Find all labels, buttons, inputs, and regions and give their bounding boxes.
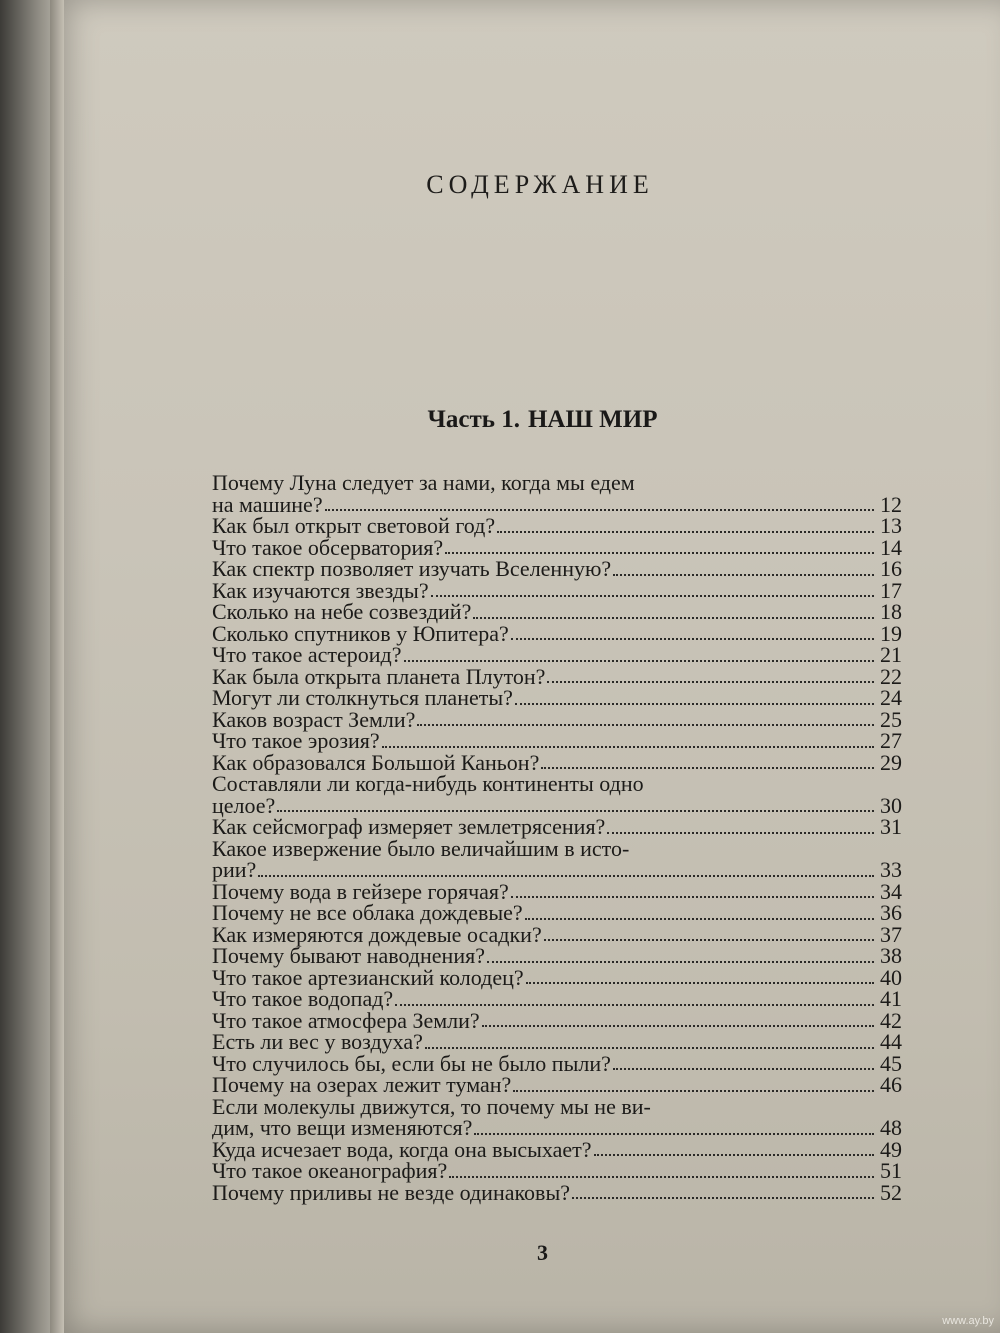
page-number: 3 (537, 1240, 548, 1265)
toc-entry-page: 17 (880, 577, 902, 603)
toc-entry (212, 706, 902, 732)
toc-entry (212, 988, 902, 1010)
toc-entry-page: 46 (880, 1072, 902, 1097)
toc-entry-row (212, 859, 902, 881)
toc-entry-page: 52 (880, 1179, 902, 1205)
dot-leader (541, 767, 874, 769)
toc-entry-page: 31 (880, 814, 902, 839)
toc-entry-title: Как измеряются дождевые осадки? (212, 921, 542, 947)
toc-entry (212, 835, 902, 882)
toc-entry-title-line2: дим, что вещи изменяются? (212, 1115, 473, 1140)
dot-leader (511, 638, 874, 640)
part-label: Часть 1. (427, 406, 520, 433)
toc-entry (212, 816, 902, 838)
toc-entry (212, 773, 902, 816)
toc-entry-title: Есть ли вес у воздуха? (212, 1029, 423, 1054)
toc-entry-title: Как спектр позволяет изучать Вселенную? (212, 556, 612, 581)
toc-entry-page: 51 (880, 1158, 902, 1183)
toc-entry-title: Как изучаются звезды? (212, 577, 429, 603)
toc-entry (212, 1160, 902, 1182)
dot-leader (482, 1025, 874, 1027)
dot-leader (544, 939, 874, 941)
toc-entry-title: Что такое артезианский колодец? (212, 964, 524, 990)
toc-entry (212, 601, 902, 623)
dot-leader (497, 531, 874, 533)
toc-entry-title: Как был открыт световой год? (212, 513, 496, 538)
toc-entry-page: 42 (880, 1007, 902, 1033)
toc-entry (212, 1179, 902, 1205)
toc-entry-page: 22 (880, 663, 902, 689)
toc-entry (212, 921, 902, 947)
dot-leader (594, 1154, 874, 1156)
dot-leader (449, 1176, 874, 1178)
dot-leader (258, 875, 874, 877)
toc-entry (212, 964, 902, 990)
toc-entry-page: 21 (880, 642, 902, 667)
toc-entry (212, 577, 902, 603)
toc-entry-title-line1: Если молекулы движутся, то почему мы не ви- (212, 1093, 651, 1119)
toc-entry-page: 25 (880, 706, 902, 732)
dot-leader (425, 1047, 874, 1049)
contents-title: СОДЕРЖАНИЕ (426, 170, 654, 199)
toc-entry-page: 49 (880, 1136, 902, 1162)
dot-leader (395, 1004, 874, 1006)
toc-entry (212, 1007, 902, 1033)
dot-leader (445, 552, 874, 554)
toc-entry-page: 34 (880, 878, 902, 904)
toc-entry-title: Что случилось бы, если бы не было пыли? (212, 1050, 611, 1076)
dot-leader (487, 961, 874, 963)
dot-leader (613, 1068, 874, 1070)
toc-entry-page: 48 (880, 1115, 902, 1140)
toc-entry (212, 1093, 902, 1140)
toc-entry-row (212, 491, 902, 517)
toc-entry-title: Куда исчезает вода, когда она высыхает? (212, 1136, 592, 1162)
toc-entry-title: Каков возраст Земли? (212, 706, 416, 732)
dot-leader (404, 660, 874, 662)
dot-leader (277, 810, 874, 812)
dot-leader (473, 617, 874, 619)
toc-entry-title: Почему вода в гейзере горячая? (212, 878, 509, 904)
toc-entry-title-line1: Составляли ли когда-нибудь континенты одно (212, 771, 644, 796)
toc-entry-page: 38 (880, 943, 902, 968)
toc-entry (212, 1136, 902, 1162)
dot-leader (526, 982, 874, 984)
table-of-contents (212, 472, 902, 1203)
toc-entry (212, 1074, 902, 1096)
toc-entry-page: 33 (880, 857, 902, 882)
toc-entry-title: Как образовался Большой Каньон? (212, 749, 540, 775)
toc-entry-title: Что такое астероид? (212, 642, 402, 667)
toc-entry (212, 945, 902, 967)
dot-leader (572, 1197, 874, 1199)
watermark: www.ay.by (942, 1315, 994, 1327)
toc-entry-title: Как была открыта планета Плутон? (212, 663, 546, 689)
toc-entry-page: 44 (880, 1029, 902, 1054)
toc-entry-page: 19 (880, 620, 902, 646)
toc-entry-page: 41 (880, 986, 902, 1011)
toc-entry (212, 1031, 902, 1053)
toc-entry-page: 36 (880, 900, 902, 925)
toc-entry (212, 749, 902, 775)
toc-entry-title: Сколько спутников у Юпитера? (212, 620, 509, 646)
toc-entry-title: Почему бывают наводнения? (212, 943, 485, 968)
toc-entry-page: 27 (880, 728, 902, 753)
dot-leader (613, 574, 874, 576)
part-name: НАШ МИР (527, 406, 658, 433)
toc-entry-title: Почему не все облака дождевые? (212, 900, 523, 925)
toc-entry-title-line1: Почему Луна следует за нами, когда мы едем (212, 470, 635, 495)
toc-entry-title-line2: рии? (212, 857, 257, 882)
dot-leader (547, 681, 874, 683)
toc-entry (212, 644, 902, 666)
toc-entry-page: 18 (880, 599, 902, 624)
toc-entry (212, 878, 902, 904)
toc-entry (212, 687, 902, 709)
dot-leader (417, 724, 874, 726)
dot-leader (431, 595, 874, 597)
toc-entry-page: 14 (880, 534, 902, 560)
dot-leader (325, 509, 874, 511)
dot-leader (474, 1133, 874, 1135)
toc-entry-title-line2: на машине? (212, 491, 323, 517)
toc-entry (212, 515, 902, 537)
dot-leader (515, 703, 874, 705)
toc-entry (212, 558, 902, 580)
toc-entry-title: Могут ли столкнуться планеты? (212, 685, 513, 710)
dot-leader (607, 832, 874, 834)
toc-entry-page: 37 (880, 921, 902, 947)
toc-entry-page: 13 (880, 513, 902, 538)
toc-entry-title: Что такое атмосфера Земли? (212, 1007, 480, 1033)
toc-entry (212, 730, 902, 752)
toc-entry (212, 1050, 902, 1076)
toc-entry-title: Сколько на небе созвездий? (212, 599, 472, 624)
toc-entry-title: Что такое эрозия? (212, 728, 380, 753)
toc-entry-row (212, 1117, 902, 1139)
toc-entry-page: 16 (880, 556, 902, 581)
toc-entry (212, 902, 902, 924)
toc-entry-page: 24 (880, 685, 902, 710)
toc-entry-row (212, 792, 902, 818)
toc-entry-title: Почему приливы не везде одинаковы? (212, 1179, 570, 1205)
toc-entry-title: Почему на озерах лежит туман? (212, 1072, 512, 1097)
toc-entry-title: Как сейсмограф измеряет землетрясения? (212, 814, 606, 839)
dot-leader (382, 746, 874, 748)
dot-leader (513, 1090, 874, 1092)
toc-entry-page: 40 (880, 964, 902, 990)
toc-entry-title: Что такое океанография? (212, 1158, 448, 1183)
toc-entry-title: Что такое водопад? (212, 986, 394, 1011)
toc-entry (212, 663, 902, 689)
toc-entry-page: 12 (880, 491, 902, 517)
toc-entry-title: Что такое обсерватория? (212, 534, 444, 560)
dot-leader (511, 896, 874, 898)
part-heading (0, 406, 1000, 434)
toc-entry-page: 30 (880, 792, 902, 818)
toc-entry-page: 29 (880, 749, 902, 775)
toc-entry-title-line2: целое? (212, 792, 276, 818)
toc-entry (212, 620, 902, 646)
toc-entry (212, 534, 902, 560)
dot-leader (525, 918, 874, 920)
toc-entry (212, 472, 902, 515)
toc-entry-page: 45 (880, 1050, 902, 1076)
toc-entry-title-line1: Какое извержение было величайшим в исто- (212, 835, 630, 861)
